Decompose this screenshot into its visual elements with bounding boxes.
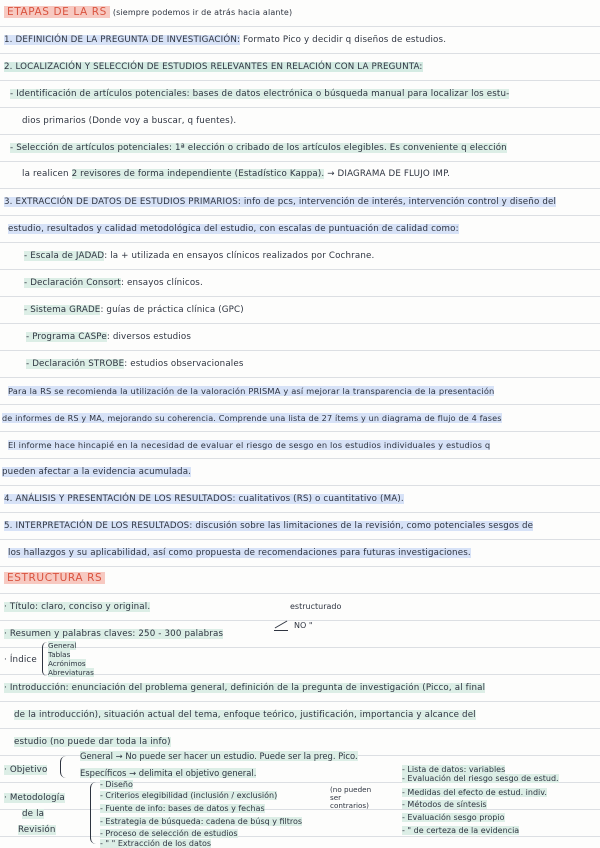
structure-intro-line-2: de la introducción), situación actual del tema, enfoque teórico, justificación, importancia y alcance del [14, 710, 476, 720]
indice-item: Abreviaturas [48, 668, 94, 677]
scale-item: - Declaración STROBE: estudios observacionales [26, 359, 244, 369]
scale-item: - Sistema GRADE: guías de práctica clínica (GPC) [24, 305, 244, 315]
structure-intro-line-1: · Introducción: enunciación del problema general, definición de la pregunta de investigación (Picco, al final [4, 683, 486, 693]
metodo-right-item: - Evaluación sesgo propio [402, 813, 505, 822]
step-1 [4, 34, 446, 47]
step-2-bullet-1-line-1: - Identificación de artículos potenciales: bases de datos electrónica o búsqueda manual para localizar los estu- [10, 89, 510, 99]
step-2-bullet-2-line-2: la realicen 2 revisores de forma independiente (Estadístico Kappa). → DIAGRAMA DE FLUJO IMP. [22, 169, 451, 179]
step-5-line-2: los hallazgos y su aplicabilidad, así como propuesta de recomendaciones para futuras investigaciones. [8, 548, 471, 558]
step-5-line-1: 5. INTERPRETACIÓN DE LOS RESULTADOS: discusión sobre las limitaciones de la revisión, como potenciales sesgos de [4, 521, 534, 531]
metodo-item: - Fuente de info: bases de datos y fechas [100, 804, 265, 813]
arrow-icon [274, 630, 288, 631]
structure-titulo: · Título: claro, conciso y original. [4, 602, 151, 612]
indice-item: Tablas [48, 650, 71, 659]
metodo-item: - Proceso de selección de estudios [100, 829, 238, 838]
prisma-paragraph-line-4: pueden afectar a la evidencia acumulada. [2, 467, 192, 477]
brace-icon [90, 782, 97, 844]
metodo-item: - Estrategia de búsqueda: cadena de búsq y filtros [100, 817, 303, 826]
structure-intro-line-3: estudio (no puede dar toda la info) [14, 737, 171, 747]
metodo-item: - Criterios elegibilidad (inclusión / exclusión) [100, 791, 278, 800]
resumen-option-no: NO " [294, 621, 313, 630]
scale-item: - Escala de JADAD: la + utilizada en ensayos clínicos realizados por Cochrane. [24, 251, 375, 261]
prisma-paragraph-line-2: de informes de RS y MA, mejorando su coherencia. Comprende una lista de 27 ítems y un diagrama de flujo de 4 fases [2, 413, 502, 423]
scale-item: - Declaración Consort: ensayos clínicos. [24, 278, 203, 288]
section-subtitle: (siempre podemos ir de atrás hacia alante) [112, 8, 293, 17]
structure-metodologia: Revisión [18, 825, 56, 835]
brace-icon [60, 756, 67, 778]
step-1-text: Formato Pico y decidir q diseños de estudios. [243, 35, 447, 45]
section-header [4, 6, 292, 20]
metodo-item: - " " Extracción de los datos [100, 839, 212, 848]
section-title: ETAPAS DE LA RS [4, 6, 110, 18]
resumen-option-structured: estructurado [290, 602, 342, 611]
step-2 [4, 61, 423, 74]
prisma-paragraph-line-1: Para la RS se recomienda la utilización de la valoración PRISMA y así mejorar la transparencia de la presentación [8, 386, 495, 396]
structure-metodologia: · Metodología [4, 793, 65, 803]
prisma-paragraph-line-3: El informe hace hincapié en la necesidad de evaluar el riesgo de sesgo en los estudios individuales y estudios q [8, 440, 491, 450]
section-header [4, 572, 105, 586]
step-1-label: 1. DEFINICIÓN DE LA PREGUNTA DE INVESTIGACIÓN: [4, 35, 241, 45]
metodo-right-item: - Lista de datos: variables [402, 765, 506, 774]
structure-objetivo: · Objetivo [4, 765, 48, 775]
indice-item: General [48, 641, 77, 650]
metodo-right-item: - Medidas del efecto de estud. indiv. [402, 788, 547, 797]
scale-item: - Programa CASPe: diversos estudios [26, 332, 192, 342]
step-3-line-2: estudio, resultados y calidad metodológica del estudio, con escalas de puntuación de calidad como: [8, 224, 459, 234]
metodo-right-item: - Métodos de síntesis [402, 800, 487, 809]
metodo-right-item: - " de certeza de la evidencia [402, 826, 520, 835]
section-title: ESTRUCTURA RS [4, 572, 105, 584]
step-2-bullet-1-line-2: dios primarios (Donde voy a buscar, q fuentes). [22, 116, 237, 126]
metodo-note: (no pueden ser contrarios) [330, 785, 372, 810]
objetivo-general: General → No puede ser hacer un estudio. Puede ser la preg. Pico. [80, 751, 358, 761]
brace-icon [42, 642, 47, 676]
step-2-label: 2. LOCALIZACIÓN Y SELECCIÓN DE ESTUDIOS RELEVANTES EN RELACIÓN CON LA PREGUNTA: [4, 62, 423, 72]
arrow-icon [275, 621, 288, 629]
step-2-bullet-2-line-1: - Selección de artículos potenciales: 1ª elección o cribado de los artículos elegibles. Es conveniente q elección [10, 143, 507, 153]
step-4: 4. ANÁLISIS Y PRESENTACIÓN DE LOS RESULTADOS: cualitativos (RS) o cuantitativo (MA). [4, 494, 404, 504]
metodo-right-item: - Evaluación del riesgo sesgo de estud. [402, 774, 559, 783]
objetivo-especificos: Específicos → delimita el objetivo general. [80, 768, 257, 778]
indice-item: Acrónimos [48, 659, 86, 668]
structure-indice: · Índice [4, 655, 37, 665]
structure-metodologia: de la [22, 809, 45, 819]
step-3-line-1: 3. EXTRACCIÓN DE DATOS DE ESTUDIOS PRIMARIOS: info de pcs, intervención de interés, intervención control y diseño del [4, 197, 557, 207]
metodo-item: - Diseño [100, 780, 133, 789]
structure-resumen: · Resumen y palabras claves: 250 - 300 palabras [4, 629, 224, 639]
